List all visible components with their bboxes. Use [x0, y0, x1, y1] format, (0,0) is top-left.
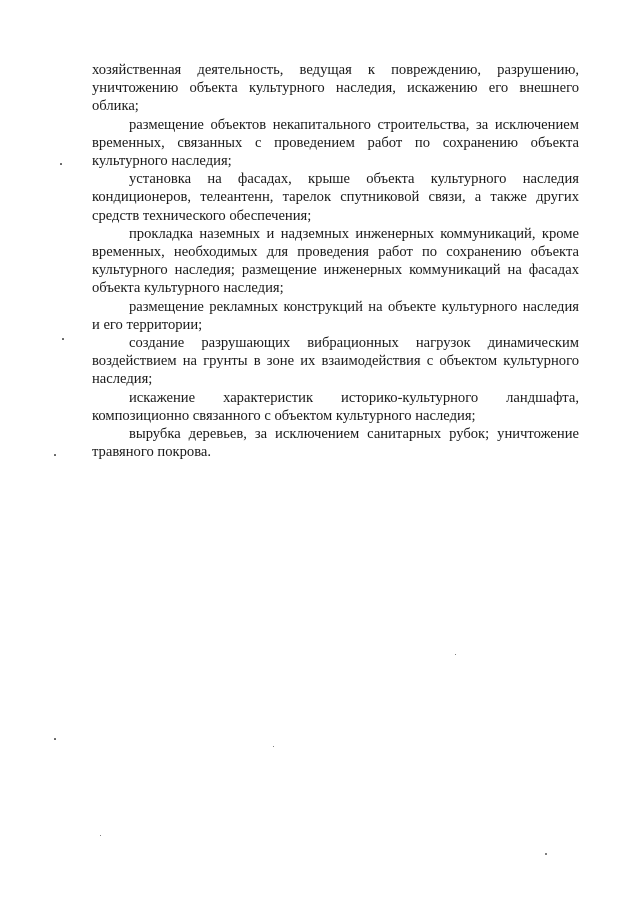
paragraph-restriction-3: установка на фасадах, крыше объекта культурного наследия кондиционеров, телеантенн, тарелок спутниковой связи, а также других средств технического обеспечения; — [92, 171, 579, 224]
scan-speck — [54, 738, 56, 740]
paragraph-restriction-2: размещение объектов некапитального строительства, за исключением временных, связанных с проведением работ по сохранению объекта культурного наследия; — [92, 116, 579, 170]
scan-speck — [455, 654, 456, 655]
paragraph-restriction-1: хозяйственная деятельность, ведущая к повреждению, разрушению, уничтожению объекта культурного наследия, искажению его внешнего облика; — [92, 62, 579, 115]
scan-speck — [273, 746, 274, 747]
paragraph-restriction-6: создание разрушающих вибрационных нагрузок динамическим воздействием на грунты в зоне их взаимодействия с объектом культурного наследия; — [92, 335, 579, 388]
paragraph-restriction-7: искажение характеристик историко-культурного ландшафта, композиционно связанного с объектом культурного наследия; — [92, 389, 579, 424]
scan-speck — [54, 454, 56, 456]
paragraph-restriction-4: прокладка наземных и надземных инженерных коммуникаций, кроме временных, необходимых для проведения работ по сохранению объекта культурного наследия; размещение инженерных коммуникаций на фасадах объекта культурного наследия; — [92, 225, 579, 297]
paragraph-restriction-5: размещение рекламных конструкций на объекте культурного наследия и его территории; — [92, 298, 579, 333]
document-body — [92, 61, 579, 461]
paragraph-restriction-8: вырубка деревьев, за исключением санитарных рубок; уничтожение травяного покрова. — [92, 426, 579, 461]
scan-speck — [545, 853, 547, 855]
scan-speck — [62, 338, 64, 340]
scan-speck — [60, 163, 62, 165]
scan-speck — [100, 835, 101, 836]
